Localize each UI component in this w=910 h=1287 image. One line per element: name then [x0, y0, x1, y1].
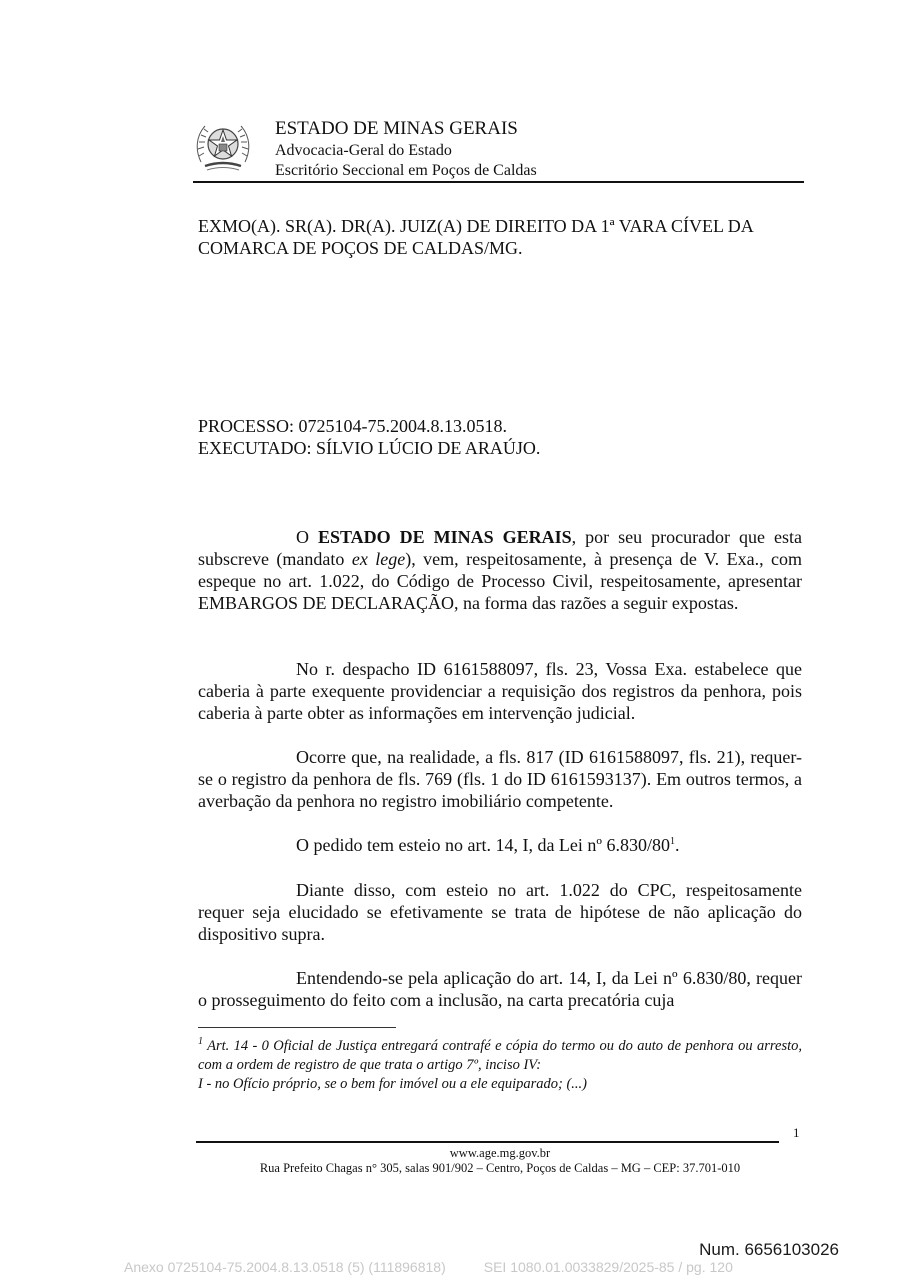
- paragraph-ocorre: Ocorre que, na realidade, a fls. 817 (ID 6161588097, fls. 21), requer-se o registro da penhora de fls. 769 (fls. 1 do ID 6161593137). Em outros termos, a averbação da penhora no registro imobiliário competente.: [198, 747, 802, 811]
- header-state: ESTADO DE MINAS GERAIS: [275, 118, 518, 139]
- document-number: Num. 6656103026: [699, 1240, 839, 1259]
- executado-line: EXECUTADO: SÍLVIO LÚCIO DE ARAÚJO.: [198, 438, 541, 458]
- footnote-item: I - no Ofício próprio, se o bem for imóvel ou a ele equiparado; (...): [198, 1076, 588, 1092]
- paragraph-entendendo: Entendendo-se pela aplicação do art. 14, I, da Lei nº 6.830/80, requer o prosseguimento do feito com a inclusão, na carta precatória cuja: [198, 968, 802, 1010]
- paragraph-despacho: No r. despacho ID 6161588097, fls. 23, Vossa Exa. estabelece que caberia à parte exequente providenciar a requisição dos registros da penhora, pois caberia à parte obter as informações em intervenção judicial.: [198, 659, 802, 723]
- footer-url: www.age.mg.gov.br: [449, 1146, 551, 1160]
- paragraph-diante: Diante disso, com esteio no art. 1.022 do CPC, respeitosamente requer seja elucidado se efetivamente se trata de hipótese de não aplicação do dispositivo supra.: [198, 880, 802, 944]
- minas-gerais-coat-of-arms-icon: [193, 116, 253, 176]
- paragraph-pedido: O pedido tem esteio no art. 14, I, da Lei nº 6.830/80$^1$.: [296, 835, 680, 855]
- footer-rule: [196, 1141, 779, 1143]
- header-office: Escritório Seccional em Poços de Caldas: [275, 162, 537, 179]
- footnote-rule: [198, 1027, 396, 1028]
- footnote-reference: 1: [670, 836, 676, 847]
- header-rule: [193, 181, 804, 183]
- page-number: 1: [793, 1125, 800, 1140]
- footnote-mark: 1: [198, 1036, 203, 1048]
- footer-address: Rua Prefeito Chagas n° 305, salas 901/902 – Centro, Poços de Caldas – MG – CEP: 37.701-010: [259, 1161, 741, 1175]
- paragraph-intro: O ESTADO DE MINAS GERAIS, por seu procurador que esta subscreve (mandato ex lege), vem, respeitosamente, à presença de V. Exa., com espeque no art. 1.022, do Código de Processo Civil, respeitosamente, apresentar EMBARGOS DE DECLARAÇÃO, na forma das razões a seguir expostas.: [198, 527, 802, 613]
- processo-line: PROCESSO: 0725104-75.2004.8.13.0518.: [198, 416, 508, 436]
- footnote: $^1$ Art. 14 - 0 Oficial de Justiça entregará contrafé e cópia do termo ou do auto de penhora ou arresto, com a ordem de registro de que trata o artigo 7º, inciso IV: I - no Ofício próprio, se o bem for imóvel ou a ele equiparado; (...): [198, 1036, 802, 1092]
- party-name: ESTADO DE MINAS GERAIS: [317, 527, 572, 547]
- header-agency: Advocacia-Geral do Estado: [275, 142, 452, 159]
- annex-stamp: Anexo 0725104-75.2004.8.13.0518 (5) (111896818) SEI 1080.01.0033829/2025-85 / pg. 120: [124, 1259, 733, 1275]
- addressee: EXMO(A). SR(A). DR(A). JUIZ(A) DE DIREITO DA 1ª VARA CÍVEL DA COMARCA DE POÇOS DE CALDAS/MG.: [198, 216, 753, 258]
